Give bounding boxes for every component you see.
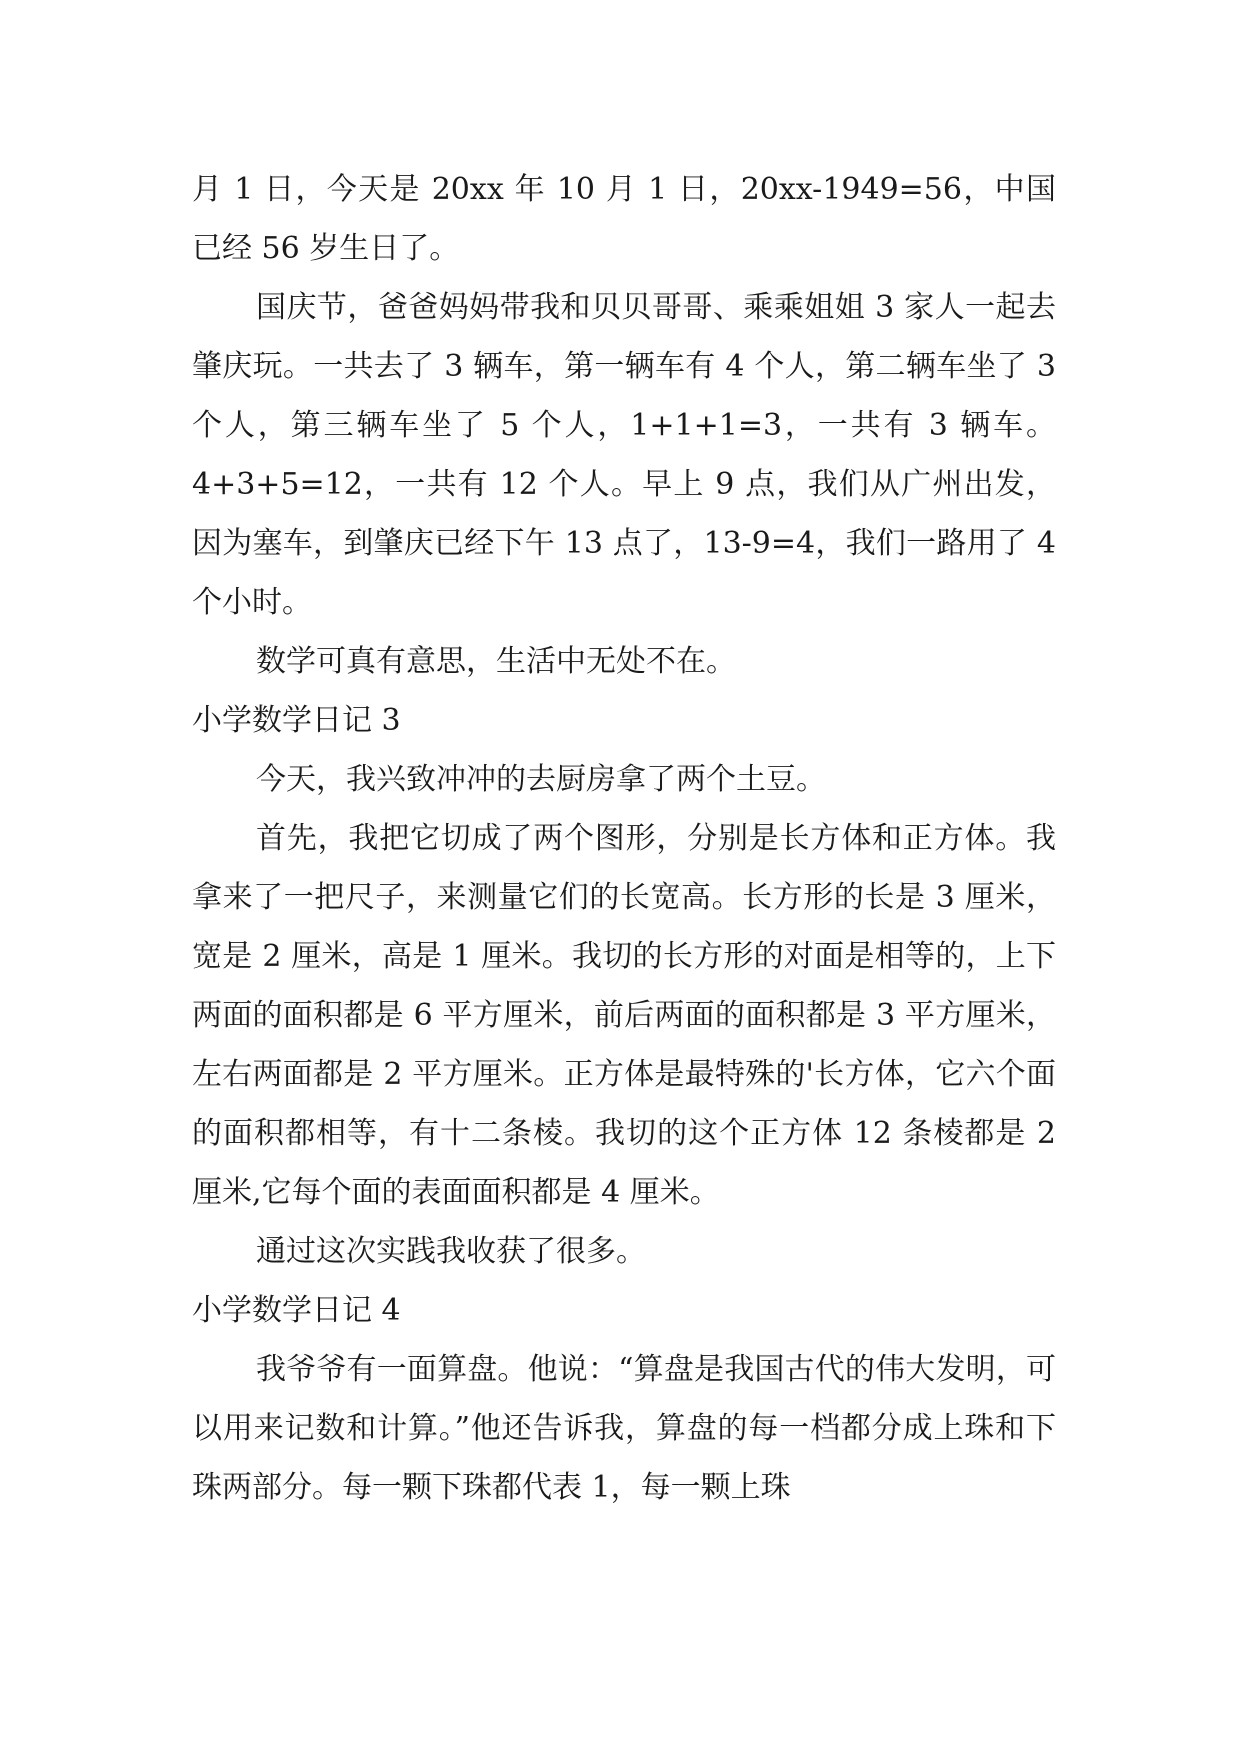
paragraph-continuation: 月 1 日，今天是 20xx 年 10 月 1 日，20xx-1949=56，中国已经 56 岁生日了。 [192,172,1056,266]
document-body [192,160,1056,1517]
paragraph-potatoes: 今天，我兴致冲冲的去厨房拿了两个土豆。 [256,762,826,797]
section-heading-diary-4: 小学数学日记 4 [192,1293,401,1328]
paragraph-practice-gain: 通过这次实践我收获了很多。 [256,1234,646,1269]
paragraph-cuboid-cube: 首先，我把它切成了两个图形，分别是长方体和正方体。我拿来了一把尺子，来测量它们的长宽高。长方形的长是 3 厘米，宽是 2 厘米，高是 1 厘米。我切的长方形的对面是相等的，上下两面的面积都是 6 平方厘米，前后两面的面积都是 3 平方厘米，左右两面都是 2 平方厘米。正方体是最特殊的'长方体，它六个面的面积都相等，有十二条棱。我切的这个正方体 12 条棱都是 2 厘米,它每个面的表面面积都是 4 厘米。 [192,821,1056,1210]
section-heading-diary-3: 小学数学日记 3 [192,703,401,738]
paragraph-abacus: 我爷爷有一面算盘。他说：“算盘是我国古代的伟大发明，可以用来记数和计算。”他还告诉我，算盘的每一档都分成上珠和下珠两部分。每一颗下珠都代表 1，每一颗上珠 [192,1352,1056,1505]
paragraph-math-is-fun: 数学可真有意思，生活中无处不在。 [256,644,736,679]
paragraph-national-day-trip: 国庆节，爸爸妈妈带我和贝贝哥哥、乘乘姐姐 3 家人一起去肇庆玩。一共去了 3 辆车，第一辆车有 4 个人，第二辆车坐了 3 个人，第三辆车坐了 5 个人，1+1+1=3，一共有 3 辆车。4+3+5=12，一共有 12 个人。早上 9 点，我们从广州出发，因为塞车，到肇庆已经下午 13 点了，13-9=4，我们一路用了 4 个小时。 [192,290,1056,620]
